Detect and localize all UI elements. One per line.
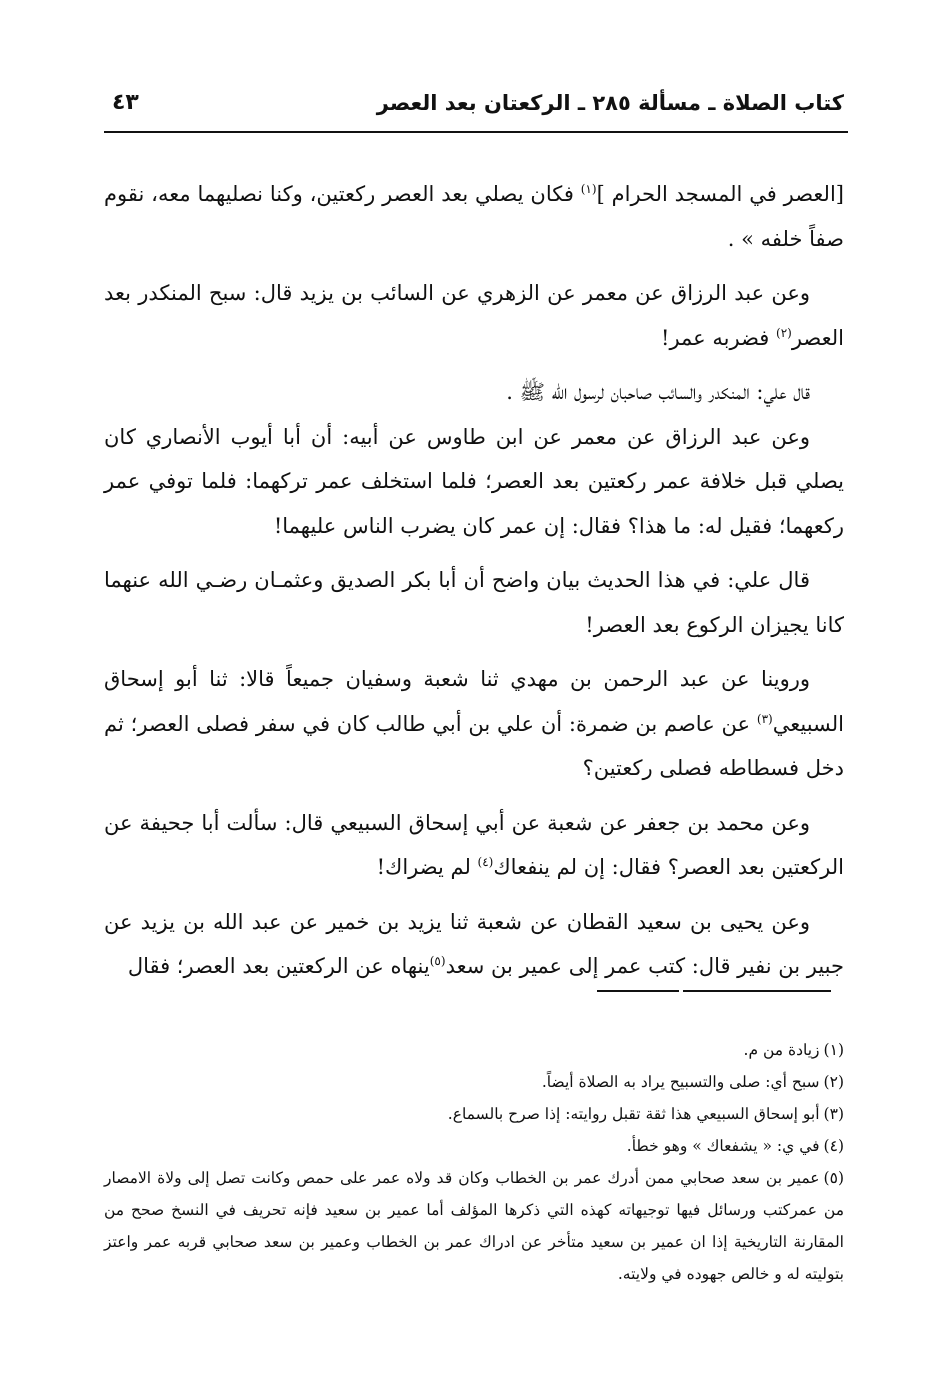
footnote-text: عمير بن سعد صحابي ممن أدرك عمر بن الخطاب وكان قد ولاه عمر على حمص وكانت تصل إلى ولاة الامصار من عمركتب ورسائل فيها توجيهاته كهذه التي ذكرها المؤلف أما عمير بن سعيد فإنه تحريف في النسخ صحح من المقارنة التاريخية إذا ان عمير بن سعيد متأخر عن ادراك عمر بن الخطاب وعمير بن سعد صحابي قربه عمر واعتز بتوليته له و خالص جهوده في ولايته. (104, 1169, 844, 1283)
paragraph-5-text: قال علي: في هذا الحديث بيان واضح أن أبا بكر الصديق وعثمـان رضـي الله عنهما كانا يجيزان الركوع بعد العصر! (104, 568, 844, 637)
footnote-number: (٤) (823, 1137, 844, 1155)
paragraph-2-text-a: وعن عبد الرزاق عن معمر عن الزهري عن السائب بن يزيد قال: سبح المنكدر بعد العصر (104, 281, 844, 350)
paragraph-3 (104, 370, 844, 415)
paragraph-1-text-b: فكان يصلي بعد العصر ركعتين، وكنا نصليهما معه، نقوم صفاً خلفه » . (104, 182, 844, 251)
paragraph-7-text-a: وعن محمد بن جعفر عن شعبة عن أبي إسحاق السبيعي قال: سألت أبا جحيفة عن الركعتين بعد العصر؟ فقال: إن لم ينفعاك (104, 810, 844, 879)
footnote-ref-1: (١) (580, 182, 597, 196)
footnote-text: سبح أي: صلى والتسبيح يراد به الصلاة أيضاً. (541, 1073, 820, 1091)
footnote-ref-2: (٢) (776, 325, 792, 340)
paragraph-1 (104, 172, 844, 261)
footnote-text: أبو إسحاق السبيعي هذا ثقة تقبل روايته: إذا صرح بالسماع. (447, 1105, 820, 1123)
paragraph-3-text: قال علي: المنكدر والسائب صاحبان لرسول الله ﷺ . (506, 380, 810, 404)
footnote-4 (104, 1130, 844, 1162)
running-header (112, 88, 844, 122)
footnote-ref-3: (٣) (756, 711, 773, 726)
footnote-3 (104, 1098, 844, 1130)
header-rule (104, 131, 848, 133)
footnote-1 (104, 1034, 844, 1066)
paragraph-4 (104, 415, 844, 549)
footnote-number: (٥) (823, 1169, 844, 1187)
paragraph-2-text-b: فضربه عمر! (661, 325, 776, 350)
footnote-number: (٣) (823, 1105, 844, 1123)
footnote-ref-5: (٥) (429, 954, 446, 968)
footnote-5 (104, 1162, 844, 1290)
paragraph-7-text-b: لم يضراك! (376, 855, 478, 879)
footnote-number: (١) (823, 1041, 844, 1059)
paragraph-8 (104, 900, 844, 989)
main-text (104, 172, 844, 989)
paragraph-1-text-a: [العصر في المسجد الحرام ] (596, 182, 844, 206)
paragraph-8-text-b: ينهاه عن الركعتين بعد العصر؛ فقال (127, 954, 430, 978)
paragraph-2 (104, 271, 844, 360)
footnote-number: (٢) (823, 1073, 844, 1091)
footnote-text: في ي: « يشفعاك » وهو خطأ. (626, 1137, 820, 1155)
footnote-text: زيادة من م. (743, 1041, 820, 1059)
paragraph-7 (104, 801, 844, 890)
paragraph-6-text-b: عن عاصم بن ضمرة: أن علي بن أبي طالب كان في سفر فصلى العصر؛ ثم دخل فسطاطه فصلى ركعتين؟ (104, 711, 844, 780)
running-title: كتاب الصلاة ـ مسألة ٢٨٥ ـ الركعتان بعد العصر (376, 91, 844, 115)
paragraph-6 (104, 657, 844, 791)
footnote-separator-left (597, 990, 679, 992)
paragraph-5 (104, 558, 844, 647)
footnote-2 (104, 1066, 844, 1098)
paragraph-8-text-a: وعن يحيى بن سعيد القطان عن شعبة ثنا يزيد بن خمير عن عبد الله بن يزيد عن جبير بن نفير قال: كتب عمر إلى عمير بن سعد (104, 909, 844, 978)
footnotes (104, 1034, 844, 1290)
footnote-ref-4: (٤) (477, 855, 494, 869)
footnote-separator-right (683, 990, 831, 992)
paragraph-4-text: وعن عبد الرزاق عن معمر عن ابن طاوس عن أبيه: أن أبا أيوب الأنصاري كان يصلي قبل خلافة عمر ركعتين بعد العصر؛ فلما استخلف عمر تركهما: فلما توفي عمر ركعهما؛ فقيل له: ما هذا؟ فقال: إن عمر كان يضرب الناس عليهما! (104, 424, 844, 538)
page-number: ٤٣ (112, 90, 139, 115)
paragraph-6-text-a: وروينا عن عبد الرحمن بن مهدي ثنا شعبة وسفيان جميعاً قالا: ثنا أبو إسحاق السبيعي (104, 667, 844, 736)
